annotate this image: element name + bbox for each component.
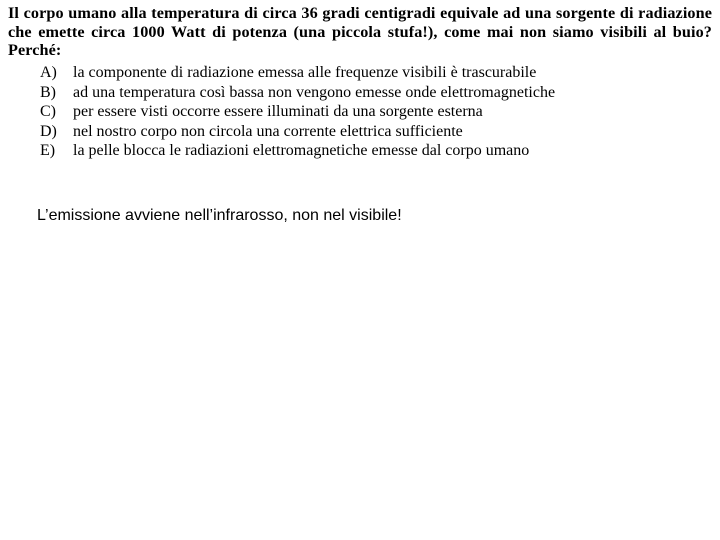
- option-text: ad una temperatura così bassa non vengono emesse onde elettromagnetiche: [73, 83, 556, 101]
- option-letter: C): [40, 103, 56, 120]
- option-b: [40, 83, 555, 103]
- option-a: [40, 63, 555, 83]
- option-letter: A): [40, 64, 57, 81]
- option-text: la componente di radiazione emessa alle frequenze visibili è trascurabile: [73, 64, 537, 81]
- option-text: nel nostro corpo non circola una corrente elettrica sufficiente: [73, 122, 463, 140]
- option-c: [40, 102, 555, 122]
- option-text: la pelle blocca le radiazioni elettromagnetiche emesse dal corpo umano: [73, 142, 530, 159]
- option-text: per essere visti occorre essere illuminati da una sorgente esterna: [73, 103, 483, 120]
- option-d: [40, 122, 555, 142]
- option-letter: E): [40, 142, 56, 159]
- option-e: [40, 141, 555, 161]
- answer-options: [40, 63, 555, 161]
- answer-explanation: L’emissione avviene nell’infrarosso, non nel visibile!: [37, 207, 402, 224]
- option-letter: D): [40, 122, 57, 140]
- option-letter: B): [40, 83, 56, 101]
- question-text: Il corpo umano alla temperatura di circa 36 gradi centigradi equivale ad una sorgente di radiazione che emette circa 1000 Watt di potenza (una piccola stufa!), come mai non siamo visibili al buio? Perché:: [8, 4, 712, 59]
